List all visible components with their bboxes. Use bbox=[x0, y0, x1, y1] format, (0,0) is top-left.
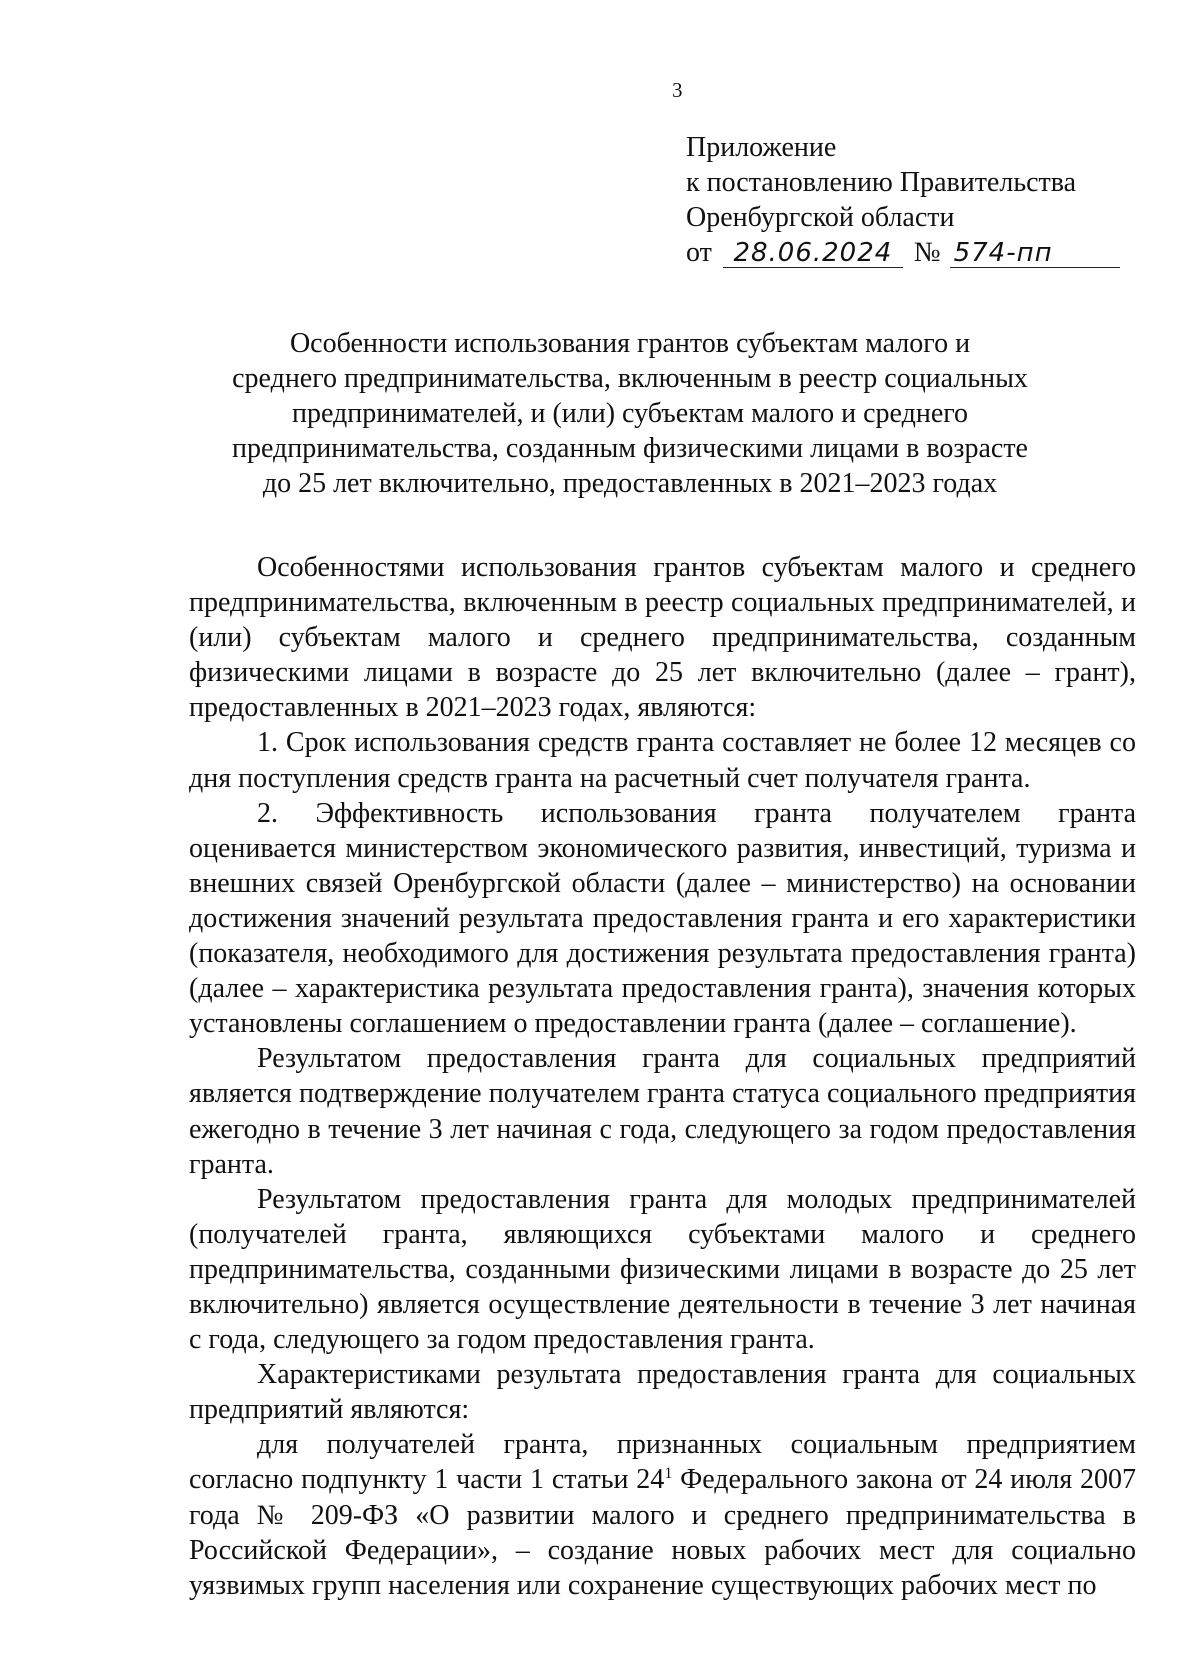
law-text-end: Федерального закона от 24 июля 2007 года № 209-ФЗ «О развитии малого и среднего предпринимательства в Российской Федерации», – создание новых рабочих мест для социально уязвимых групп населения или сохранение существующих рабочих мест по bbox=[189, 1464, 1137, 1601]
appendix-line-2: к постановлению Правительства bbox=[686, 167, 1077, 198]
document-body bbox=[189, 550, 1136, 1603]
title-line: до 25 лет включительно, предоставленных в 2021–2023 годах bbox=[262, 468, 998, 499]
page-number: 3 bbox=[672, 78, 683, 102]
document-title bbox=[190, 326, 1070, 501]
title-line: предпринимательства, созданным физическими лицами в возрасте bbox=[232, 433, 1028, 464]
paragraph-federal-law bbox=[189, 1427, 1136, 1602]
article-superscript: 1 bbox=[664, 1465, 673, 1483]
paragraph-item-1: 1. Срок использования средств гранта составляет не более 12 месяцев со дня поступления средств гранта на расчетный счет получателя гранта. bbox=[189, 727, 1136, 794]
paragraph-intro: Особенностями использования грантов субъектам малого и среднего предпринимательства, включенным в реестр социальных предпринимателей, и (или) субъектам малого и среднего предпринимательства, созданным физическими лицами в возрасте до 25 лет включительно (далее – грант), предоставленных в 2021–2023 годах, являются: bbox=[189, 552, 1136, 724]
paragraph-item-2: 2. Эффективность использования гранта получателем гранта оценивается министерством экономического развития, инвестиций, туризма и внешних связей Оренбургской области (далее – министерство) на основании достижения значений результата предоставления гранта и его характеристики (показателя, необходимого для достижения результата предоставления гранта) (далее – характеристика результата предоставления гранта), значения которых установлены соглашением о предоставлении гранта (далее – соглашение). bbox=[189, 797, 1136, 1040]
appendix-header bbox=[686, 130, 1120, 270]
law-text-start: для получателей гранта, признанных социальным предприятием согласно подпункту 1 части 1 статьи 24 bbox=[189, 1429, 1136, 1496]
paragraph-characteristics: Характеристиками результата предоставления гранта для социальных предприятий являются: bbox=[189, 1359, 1136, 1426]
from-label: от bbox=[686, 237, 712, 268]
appendix-line-1: Приложение bbox=[686, 132, 837, 163]
appendix-date-line bbox=[686, 235, 1120, 270]
handwritten-date: 28.06.2024 bbox=[723, 239, 903, 268]
title-line: Особенности использования грантов субъектам малого и bbox=[289, 328, 971, 359]
title-line: среднего предпринимательства, включенным в реестр социальных bbox=[232, 363, 1028, 394]
appendix-line-3: Оренбургской области bbox=[686, 202, 955, 233]
paragraph-youth-result: Результатом предоставления гранта для молодых предпринимателей (получателей гранта, являющихся субъектами малого и среднего предпринимательства, созданными физическими лицами в возрасте до 25 лет включительно) является осуществление деятельности в течение 3 лет начиная с года, следующего за годом предоставления гранта. bbox=[189, 1183, 1136, 1356]
handwritten-number: 574-пп bbox=[950, 239, 1120, 268]
number-label: № bbox=[913, 237, 941, 268]
title-line: предпринимателей, и (или) субъектам малого и среднего bbox=[291, 398, 969, 429]
paragraph-social-result: Результатом предоставления гранта для социальных предприятий является подтверждение получателем гранта статуса социального предприятия ежегодно в течение 3 лет начиная с года, следующего за годом предоставления гранта. bbox=[189, 1043, 1136, 1180]
